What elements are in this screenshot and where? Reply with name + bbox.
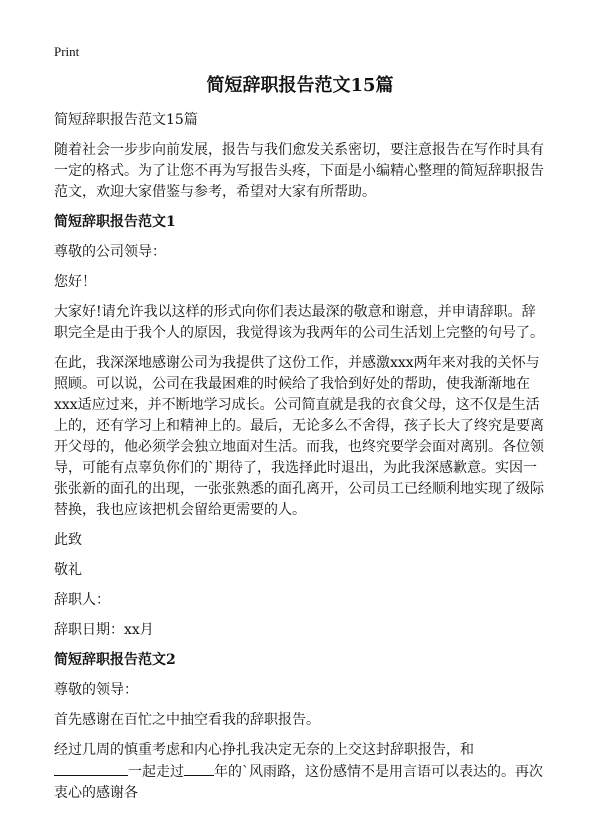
section2-paragraph-1: 首先感谢在百忙之中抽空看我的辞职报告。 xyxy=(54,712,320,728)
section1-paragraph-2: 在此，我深深地感谢公司为我提供了这份工作，并感激xxx两年来对我的关怀与照顾。可以说，公司在我最困难的时候给了我恰到好处的帮助，使我渐渐地在xxx适应过来，并不断地学习成长。公司简直就是我的衣食父母，这不仅是生活上的，还有学习上和精神上的。最后，无论多么不舍得，孩子长大了终究是要离开父母的，他必须学会独立地面对生活。而我，也终究要学会面对离别。各位领导，可能有点辜负你们的`期待了，我选择此时退出，为此我深感歉意。实因一张张新的面孔的出现，一张张熟悉的面孔离开，公司员工已经顺利地实现了级际替换，我也应该把机会留给更需要的人。 xyxy=(54,355,544,518)
print-label[interactable]: Print xyxy=(54,44,80,59)
fill-in-blank-short xyxy=(184,761,214,776)
section1-salutation: 尊敬的公司领导： xyxy=(54,244,166,260)
section2-heading: 简短辞职报告范文2 xyxy=(54,652,176,668)
section2-paragraph-2-part-2: 一起走过 xyxy=(128,764,184,780)
document-subtitle: 简短辞职报告范文15篇 xyxy=(54,112,198,128)
fill-in-blank-long xyxy=(54,761,128,776)
section1-greeting: 您好！ xyxy=(54,274,96,290)
intro-paragraph: 随着社会一步步向前发展，报告与我们愈发关系密切，要注意报告在写作时具有一定的格式。为了让您不再为写报告头疼，下面是小编精心整理的简短辞职报告范文，欢迎大家借鉴与参考，希望对大家有所帮助。 xyxy=(54,142,544,200)
section2-paragraph-2 xyxy=(54,740,546,804)
section1-paragraph-1: 大家好!请允许我以这样的形式向你们表达最深的敬意和谢意，并申请辞职。辞职完全是由于我个人的原因，我觉得该为我两年的公司生活划上完整的句号了。 xyxy=(54,304,544,341)
section1-closing-2: 敬礼 xyxy=(54,562,82,578)
document-title: 简短辞职报告范文15篇 xyxy=(206,75,394,96)
section1-heading: 简短辞职报告范文1 xyxy=(54,214,176,230)
section2-paragraph-2-part-1: 经过几周的慎重考虑和内心挣扎我决定无奈的上交这封辞职报告，和 xyxy=(54,742,474,758)
section1-closing-1: 此致 xyxy=(54,532,82,548)
section1-date: 辞职日期：xx月 xyxy=(54,622,154,638)
section2-paragraph-2-part-3: 年的`风雨路，这份感情不是用言语可以表达的。再次衷心的感谢各 xyxy=(54,764,543,801)
section2-salutation: 尊敬的领导： xyxy=(54,682,138,698)
section1-signer: 辞职人： xyxy=(54,592,110,608)
